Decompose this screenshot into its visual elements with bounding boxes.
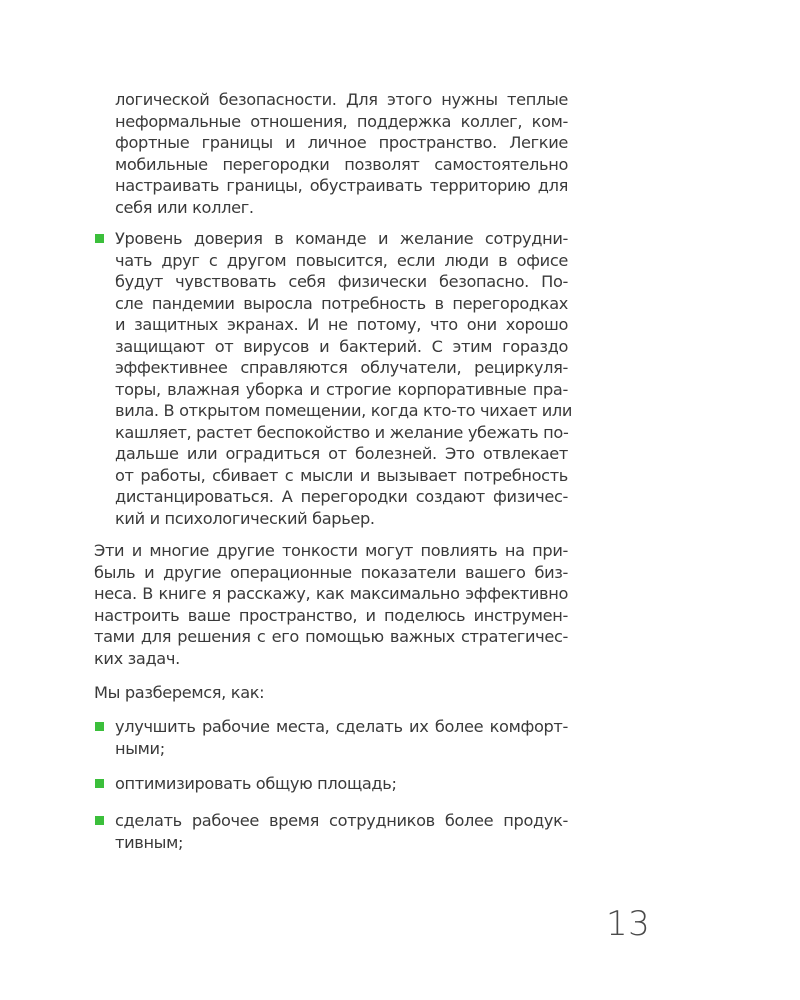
page-number: 13 — [606, 904, 651, 944]
text-line: неса. В книге я расскажу, как максимально эффективно — [94, 584, 568, 603]
text-line: Эти и многие другие тонкости могут повлиять на при- — [94, 541, 568, 560]
text-line: сделать рабочее время сотрудников более продук- — [115, 811, 568, 830]
text-line: вила. В открытом помещении, когда кто-то чихает или — [115, 401, 573, 420]
text-line: сле пандемии выросла потребность в перегородках — [115, 293, 568, 313]
text-line: ными; — [115, 738, 165, 758]
text-line: тами для решения с его помощью важных стратегичес- — [94, 627, 568, 646]
bullet-marker — [95, 234, 104, 243]
text-line: чать друг с другом повысится, если люди в офисе — [115, 250, 568, 270]
text-line: кий и психологический барьер. — [115, 508, 375, 528]
text-line: настроить ваше пространство, и поделюсь инструмен- — [94, 605, 568, 625]
text-line: логической безопасности. Для этого нужны теплые — [115, 90, 568, 109]
text-line: будут чувствовать себя физически безопасно. По- — [115, 272, 568, 291]
bullet-marker — [95, 722, 104, 731]
text-line: Уровень доверия в команде и желание сотрудни- — [115, 229, 568, 248]
text-line: оптимизировать общую площадь; — [115, 774, 397, 793]
text-line: неформальные отношения, поддержка коллег, ком- — [115, 111, 568, 131]
bullet-marker — [95, 779, 104, 788]
text-line: эффективнее справляются облучатели, рециркуля- — [115, 358, 568, 377]
text-line: настраивать границы, обустраивать территорию для — [115, 176, 568, 195]
text-line: дистанцироваться. А перегородки создают физичес- — [115, 487, 568, 506]
text-line: и защитных экранах. И не потому, что они хорошо — [115, 315, 568, 334]
text-line: от работы, сбивает с мысли и вызывает потребность — [115, 465, 568, 485]
text-line: дальше или оградиться от болезней. Это отвлекает — [115, 444, 568, 463]
text-line: улучшить рабочие места, сделать их более комфорт- — [115, 717, 568, 736]
text-line: быль и другие операционные показатели вашего биз- — [94, 562, 568, 582]
text-line: тивным; — [115, 832, 184, 852]
text-line: кашляет, растет беспокойство и желание убежать по- — [115, 422, 569, 442]
text-line: Мы разберемся, как: — [94, 683, 265, 702]
text-line: ких задач. — [94, 648, 180, 668]
text-line: защищают от вирусов и бактерий. С этим гораздо — [115, 336, 568, 356]
text-line: фортные границы и личное пространство. Легкие — [115, 133, 568, 152]
text-line: мобильные перегородки позволят самостоятельно — [115, 154, 568, 174]
text-line: торы, влажная уборка и строгие корпоративные пра- — [115, 379, 568, 399]
text-line: себя или коллег. — [115, 197, 254, 217]
bullet-marker — [95, 816, 104, 825]
